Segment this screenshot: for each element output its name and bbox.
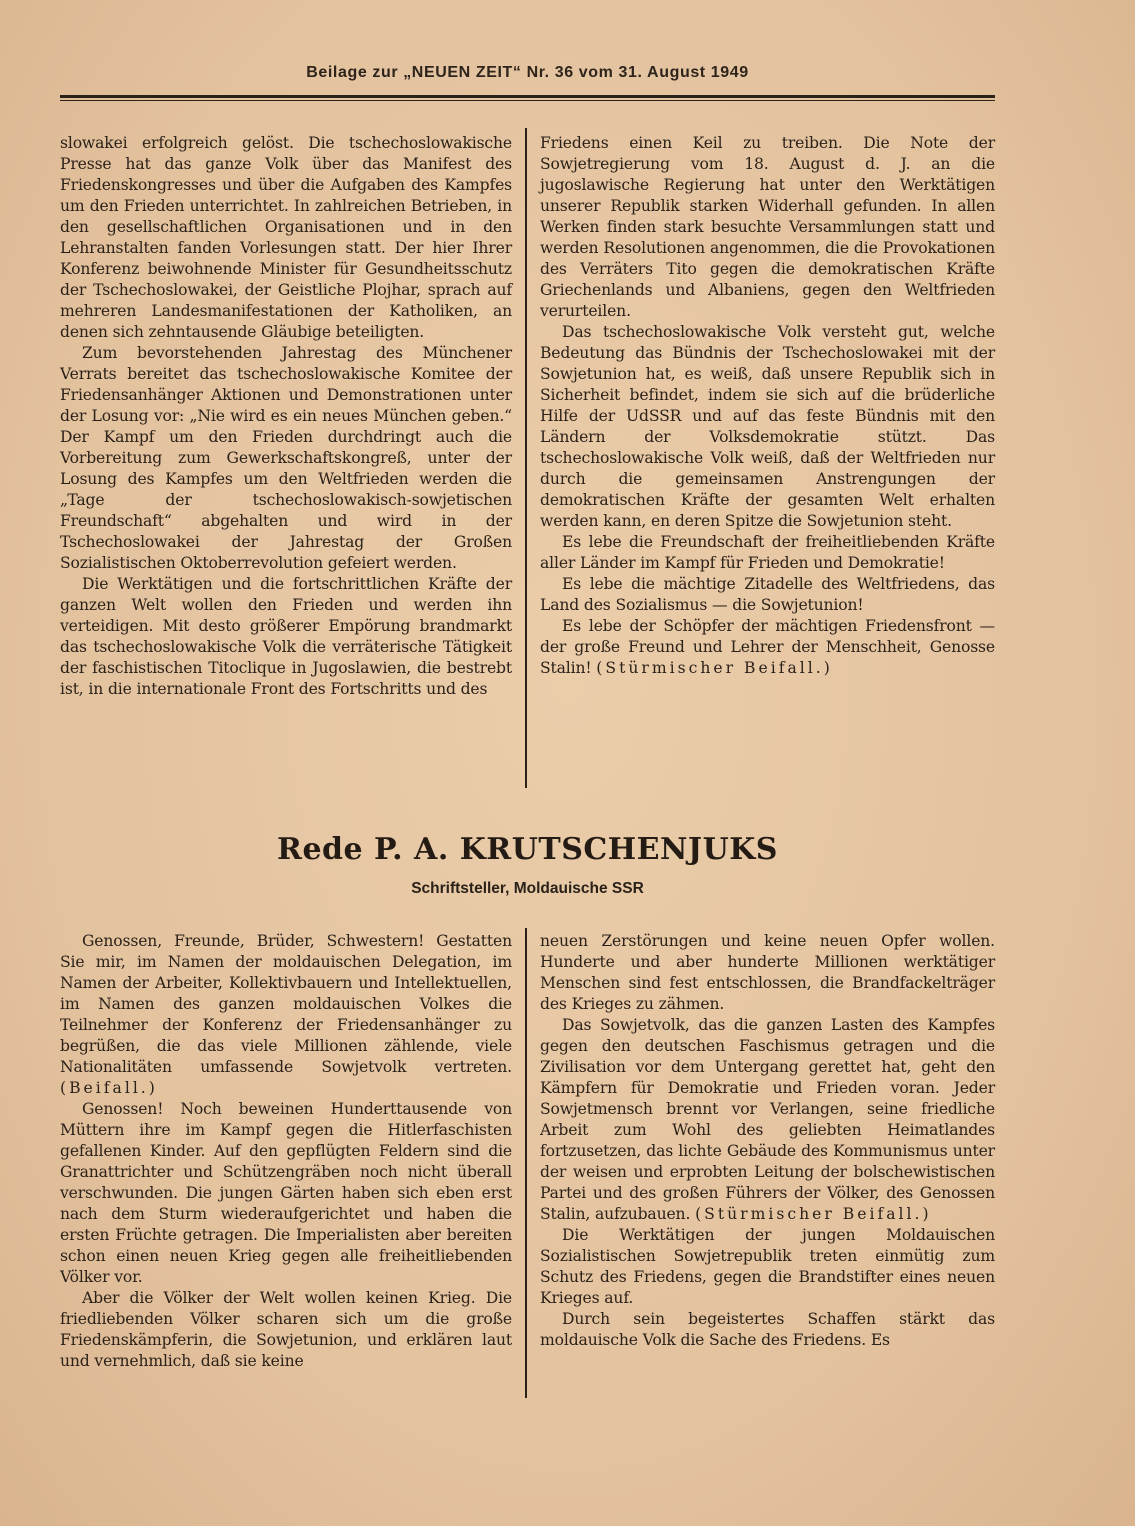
paragraph-text: Das Sowjetvolk, das die ganzen Lasten des Kampfes gegen den deutschen Faschismus getragen und die Zivilisation vor dem Untergang gerettet hat, geht den Kämpfern für Demokratie und Frieden voran. Jeder Sowjetmensch brennt vor Verlangen, seine friedliche Arbeit zum Wohl des geliebten Heimatlandes fortzusetzen, das lichte Gebäude des Kommunismus unter der weisen und erprobten Leitung der bolschewistischen Partei und des großen Führers der Völker, des Genossen Stalin, aufzubauen.	[540, 1016, 995, 1223]
paragraph: neuen Zerstörungen und keine neuen Opfer wollen. Hunderte und aber hunderte Millionen werktätiger Menschen sind fest entschlossen, die Brandfackelträger des Krieges zu zähmen.	[540, 932, 995, 1013]
column-divider-bottom	[525, 928, 527, 1398]
paragraph: Es lebe die mächtige Zitadelle des Weltfriedens, das Land des Sozialismus — die Sowjetunion!	[540, 575, 995, 614]
paragraph-text: Es lebe der Schöpfer der mächtigen Friedensfront — der große Freund und Lehrer der Menschheit, Genosse Stalin!	[540, 617, 995, 677]
paragraph: Das tschechoslowakische Volk versteht gut, welche Bedeutung das Bündnis der Tschechoslowakei mit der Sowjetunion hat, es weiß, daß unsere Republik sich in Sicherheit befindet, indem sie sich auf die brüderliche Hilfe der UdSSR und auf das feste Bündnis mit den Ländern der Volksdemokratie stützt. Das tschechoslowakische Volk weiß, daß der Weltfrieden nur durch die gemeinsamen Anstrengungen der demokratischen Kräfte der gesamten Welt erhalten werden kann, en deren Spitze die Sowjetunion steht.	[540, 323, 995, 530]
page-header: Beilage zur „NEUEN ZEIT“ Nr. 36 vom 31. August 1949	[306, 64, 749, 81]
paragraph: Aber die Völker der Welt wollen keinen Krieg. Die friedliebenden Völker scharen sich um die große Friedenskämpferin, die Sowjetunion, und erklären laut und vernehmlich, daß sie keine	[60, 1289, 512, 1370]
header-rule	[60, 95, 995, 98]
paragraph: Die Werktätigen der jungen Moldauischen Sozialistischen Sowjetrepublik treten einmütig zum Schutz des Friedens, gegen die Brandstifter eines neuen Krieges auf.	[540, 1226, 995, 1307]
paragraph-with-applause	[540, 616, 995, 679]
speech-column-1	[60, 931, 512, 1372]
paragraph: Durch sein begeistertes Schaffen stärkt das moldauische Volk die Sache des Friedens. Es	[540, 1310, 995, 1349]
paragraph: Friedens einen Keil zu treiben. Die Note der Sowjetregierung vom 18. August d. J. an die jugoslawische Regierung hat unter den Werktätigen unserer Republik starken Widerhall gefunden. In allen Werken finden stark besuchte Versammlungen statt und werden Resolutionen angenommen, die die Provokationen des Verräters Tito gegen die demokratischen Kräfte Griechenlands und Albaniens, gegen den Weltfrieden verurteilen.	[540, 134, 995, 320]
paragraph: Zum bevorstehenden Jahrestag des Münchener Verrats bereitet das tschechoslowakische Komitee der Friedensanhänger Aktionen und Demonstrationen unter der Losung vor: „Nie wird es ein neues München geben.“ Der Kampf um den Frieden durchdringt auch die Vorbereitung zum Gewerkschaftskongreß, unter der Losung des Kampfes um den Weltfrieden werden die „Tage der tschechoslowakisch-sowjetischen Freundschaft“ abgehalten und wird in der Tschechoslowakei der Jahrestag der Großen Sozialistischen Oktoberrevolution gefeiert werden.	[60, 344, 512, 572]
article-column-1	[60, 133, 512, 700]
paragraph: Die Werktätigen und die fortschrittlichen Kräfte der ganzen Welt wollen den Frieden und werden ihn verteidigen. Mit desto größerer Empörung brandmarkt das tschechoslowakische Volk die verräterische Tätigkeit der faschistischen Titoclique in Jugoslawien, die bestrebt ist, in die internationale Front des Fortschritts und des	[60, 575, 512, 698]
paragraph-with-applause	[60, 931, 512, 1099]
column-divider-top	[525, 128, 527, 788]
paragraph: Genossen! Noch beweinen Hunderttausende von Müttern ihre im Kampf gegen die Hitlerfaschisten gefallenen Kinder. Auf den gepflügten Feldern sind die Granattrichter und Schützengräben noch nicht überall verschwunden. Die jungen Gärten haben sich eben erst nach dem Sturm wiederaufgerichtet und haben die ersten Früchte getragen. Die Imperialisten aber bereiten schon einen neuen Krieg gegen alle freiheitliebenden Völker vor.	[60, 1100, 512, 1286]
applause-note: (Beifall.)	[60, 1079, 158, 1097]
speech-subtitle: Schriftsteller, Moldauische SSR	[411, 880, 644, 897]
applause-note: (Stürmischer Beifall.)	[596, 659, 833, 677]
speech-title: Rede P. A. KRUTSCHENJUKS	[277, 832, 778, 867]
applause-note: (Stürmischer Beifall.)	[695, 1205, 932, 1223]
article-column-2	[540, 133, 995, 679]
header-rule-thin	[60, 100, 995, 101]
paragraph-with-applause	[540, 1015, 995, 1225]
paragraph-text: Genossen, Freunde, Brüder, Schwestern! Gestatten Sie mir, im Namen der moldauischen Delegation, im Namen der Arbeiter, Kollektivbauern und Intellektuellen, im Namen des ganzen moldauischen Volkes die Teilnehmer der Konferenz der Friedensanhänger zu begrüßen, die das viele Millionen zählende, viele Nationalitäten umfassende Sowjetvolk vertreten.	[60, 932, 512, 1076]
speech-column-2	[540, 931, 995, 1351]
paragraph: Es lebe die Freundschaft der freiheitliebenden Kräfte aller Länder im Kampf für Frieden und Demokratie!	[540, 533, 995, 572]
paragraph: slowakei erfolgreich gelöst. Die tschechoslowakische Presse hat das ganze Volk über das Manifest des Friedenskongresses und über die Aufgaben des Kampfes um den Frieden unterrichtet. In zahlreichen Betrieben, in den gesellschaftlichen Organisationen und in den Lehranstalten fanden Vorlesungen statt. Der hier Ihrer Konferenz beiwohnende Minister für Gesundheitsschutz der Tschechoslowakei, der Geistliche Plojhar, sprach auf mehreren Landesmanifestationen der Katholiken, an denen sich zehntausende Gläubige beteiligten.	[60, 134, 512, 341]
